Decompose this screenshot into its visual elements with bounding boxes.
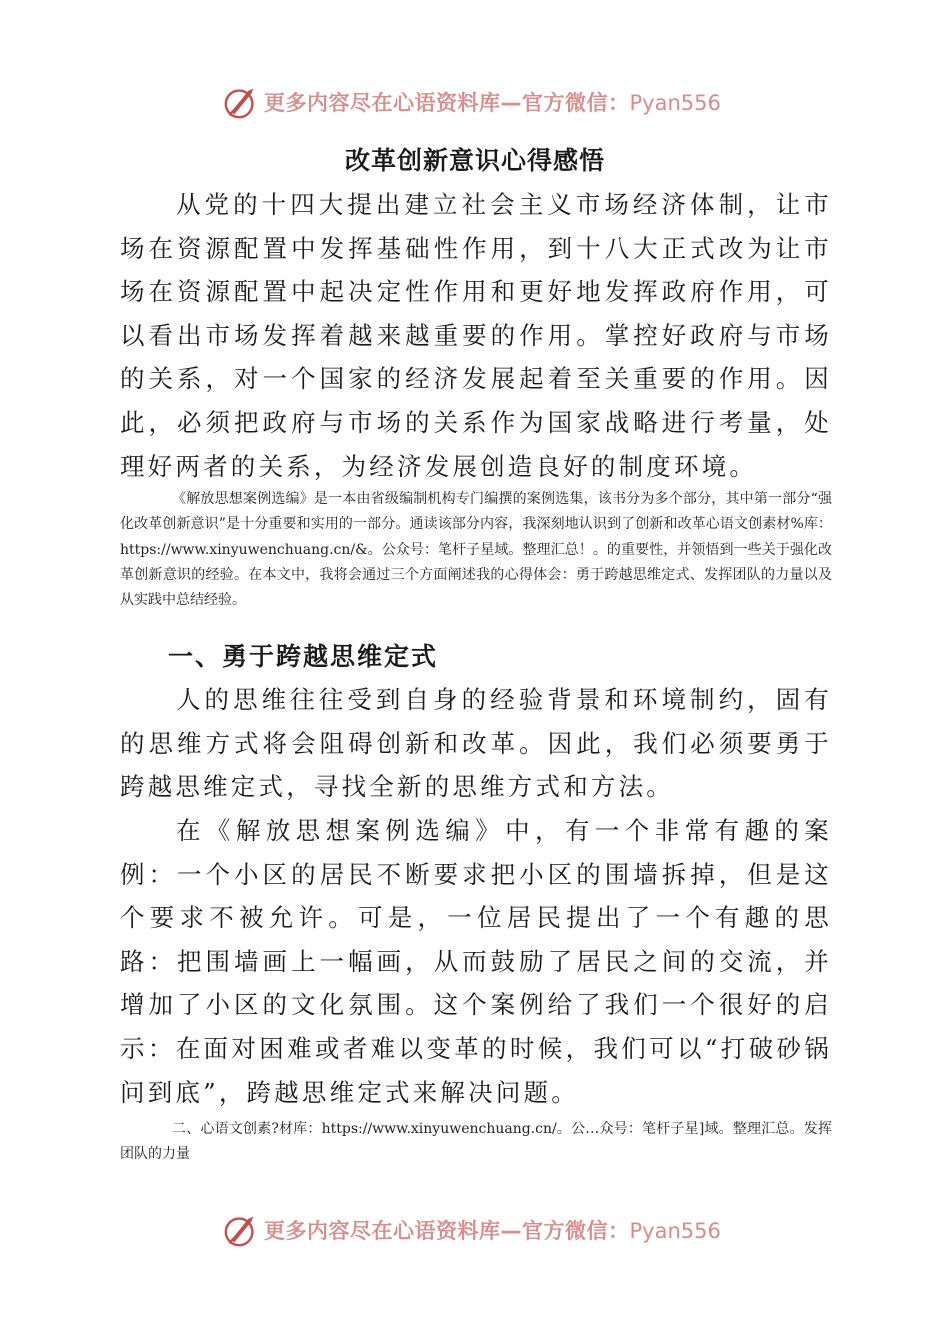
intro-paragraph: 从党的十四大提出建立社会主义市场经济体制，让市场在资源配置中发挥基础性作用，到十八大正式改为让市场在资源配置中起决定性作用和更好地发挥政府作用，可以看出市场发挥着越来越重要的作用。掌控好政府与市场的关系，对一个国家的经济发展起着至关重要的作用。因此，必须把政府与市场的关系作为国家战略进行考量，处理好两者的关系，为经济发展创造良好的制度环境。	[120, 190, 832, 481]
small-paragraph-2: 二、心语文创素?材库：https://www.xinyuwenchuang.cn/。公…众号：笔杆子星]域。整理汇总。发挥团队的力量	[120, 1121, 832, 1163]
banner-text	[264, 1215, 721, 1245]
document-title: 改革创新意识心得感悟	[344, 146, 605, 175]
header-banner	[222, 82, 742, 122]
footer-banner	[222, 1210, 742, 1250]
section1-paragraph-1: 人的思维往往受到自身的经验背景和环境制约，固有的思维方式将会阻碍创新和改革。因此，我们必须要勇于跨越思维定式，寻找全新的思维方式和方法。	[120, 685, 832, 802]
pen-quill-logo-icon	[222, 1211, 260, 1249]
section1-paragraph-2: 在《解放思想案例选编》中，有一个非常有趣的案例：一个小区的居民不断要求把小区的围墙拆掉，但是这个要求不被允许。可是，一位居民提出了一个有趣的思路：把围墙画上一幅画，从而鼓励了居民之间的交流，并增加了小区的文化氛围。这个案例给了我们一个很好的启示：在面对困难或者难以变革的时候，我们可以“打破砂锅问到底”，跨越思维定式来解决问题。	[120, 816, 832, 1107]
banner-label: 更多内容尽在心语资料库—官方微信：	[264, 1219, 630, 1243]
small-paragraph-1: 《解放思想案例选编》是一本由省级编制机构专门编撰的案例选集，该书分为多个部分，其中第一部分“强化改革创新意识”是十分重要和实用的一部分。通读该部分内容，我深刻地认识到了创新和改革心语文创素材%库：https://www.xinyuwenchuang.cn/&。公众号：笔杆子星域。整理汇总！。的重要性，并领悟到一些关于强化改革创新意识的经验。在本文中，我将会通过三个方面阐述我的心得体会：勇于跨越思维定式、发挥团队的力量以及从实践中总结经验。	[120, 491, 832, 609]
section1-heading: 一、勇于跨越思维定式	[168, 642, 439, 671]
banner-wechat-id: Pyan556	[629, 91, 721, 115]
banner-text	[264, 87, 721, 117]
banner-wechat-id: Pyan556	[629, 1219, 721, 1243]
pen-quill-logo-icon	[222, 83, 260, 121]
banner-label: 更多内容尽在心语资料库—官方微信：	[264, 91, 630, 115]
